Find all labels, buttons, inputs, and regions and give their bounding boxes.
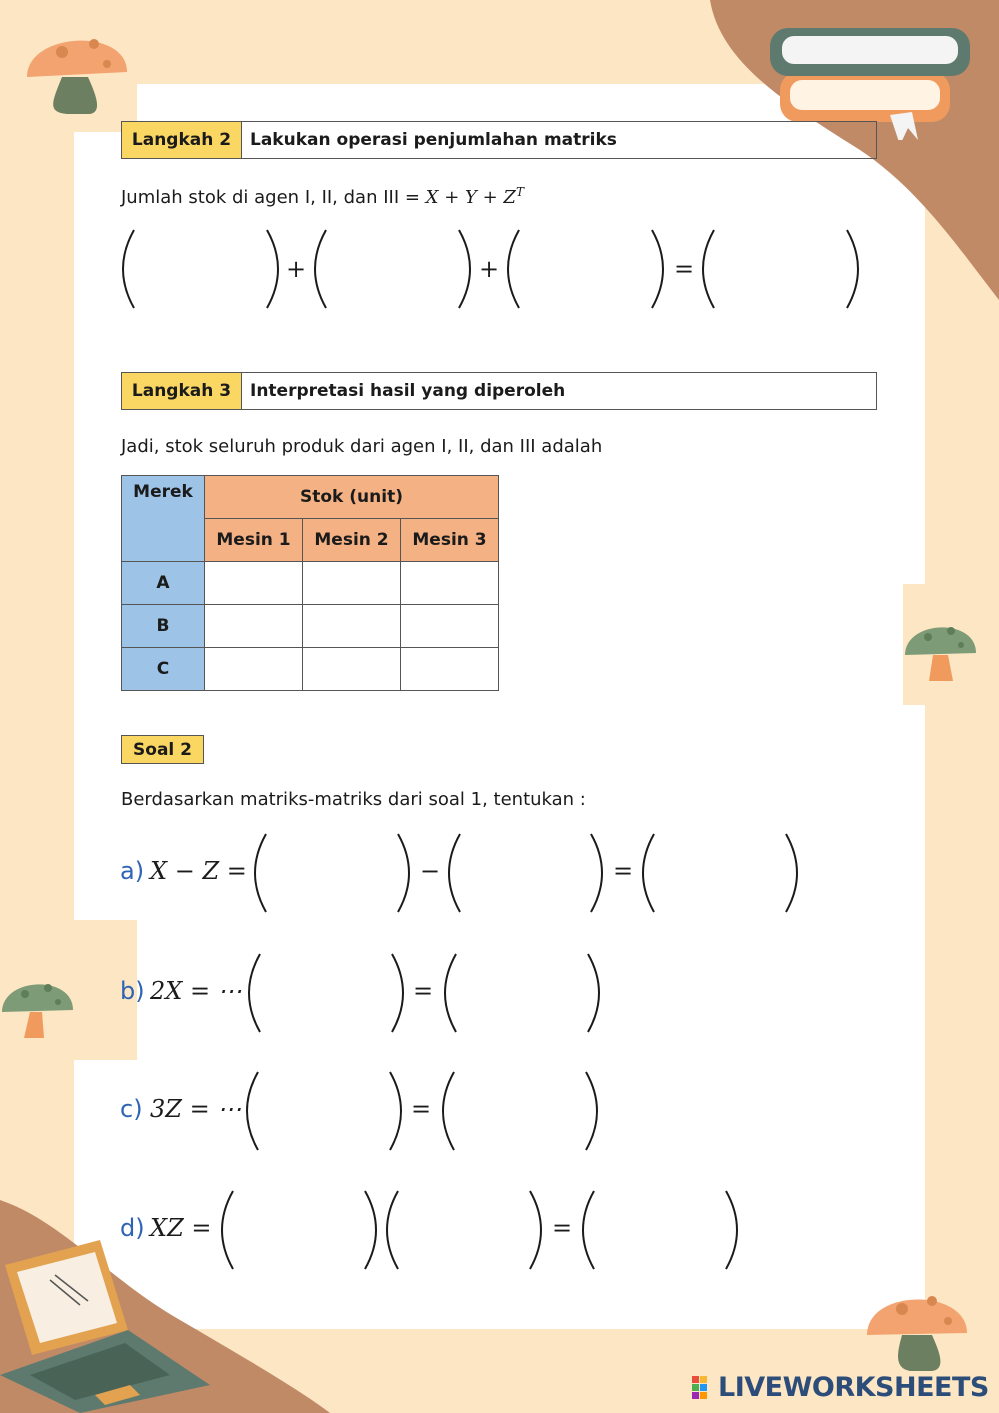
row-label: C [122,648,205,691]
matrix-answer-box[interactable] [272,840,392,908]
answer-cell[interactable] [205,605,303,648]
question-b-expr: 2X = ⋯ [150,977,242,1005]
question-d-expr: XZ = [150,1214,212,1242]
equals-operator: = [613,857,634,885]
question-b-label: b) [120,977,145,1005]
answer-cell[interactable] [303,562,401,605]
answer-cell[interactable] [205,562,303,605]
liveworksheets-brand [692,1372,989,1403]
step2-text-line [121,185,524,208]
mushroom-icon [0,972,75,1042]
matrix-answer-box[interactable] [266,960,386,1028]
equals-operator: = [413,977,434,1005]
step3-header [121,372,877,410]
answer-cell[interactable] [401,605,499,648]
liveworksheets-logo-icon [692,1376,716,1400]
question-d-label: d) [120,1214,145,1242]
step2-formula: X + Y + Z [425,187,516,208]
laptop-icon [0,1235,215,1413]
matrix-answer-box[interactable] [140,235,260,303]
matrix-answer-box[interactable] [525,235,645,303]
question-a-expr: X − Z = [150,857,247,885]
matrix-answer-box[interactable] [660,840,780,908]
matrix-answer-box[interactable] [460,1078,580,1146]
question-c-expr: 3Z = ⋯ [150,1095,242,1123]
answer-cell[interactable] [205,648,303,691]
matrix-answer-box[interactable] [600,1197,720,1265]
table-header-brand: Merek [122,476,205,562]
minus-operator: − [420,857,441,885]
step3-label: Langkah 3 [122,373,242,409]
matrix-answer-box[interactable] [404,1197,524,1265]
step3-text: Jadi, stok seluruh produk dari agen I, II, dan III adalah [121,436,603,457]
step2-title: Lakukan operasi penjumlahan matriks [250,130,617,150]
question-a-label: a) [120,857,145,885]
table-header-col: Mesin 2 [303,519,401,562]
brand-text: LIVEWORKSHEETS [718,1372,989,1403]
step2-header [121,121,877,159]
matrix-answer-box[interactable] [264,1078,384,1146]
table-row [122,648,499,691]
soal2-intro: Berdasarkan matriks-matriks dari soal 1, tentukan : [121,789,586,810]
plus-operator: + [479,255,500,283]
stock-table [121,475,499,691]
step2-formula-sup: T [515,185,524,199]
matrix-answer-box[interactable] [332,235,452,303]
mushroom-icon [862,1283,972,1378]
matrix-answer-box[interactable] [462,960,582,1028]
matrix-answer-box[interactable] [720,235,840,303]
row-label: A [122,562,205,605]
equals-operator: = [674,255,695,283]
table-header-col: Mesin 1 [205,519,303,562]
question-c-label: c) [120,1095,143,1123]
table-row [122,605,499,648]
table-header-stock: Stok (unit) [205,476,499,519]
answer-cell[interactable] [303,648,401,691]
answer-cell[interactable] [303,605,401,648]
plus-operator: + [286,255,307,283]
mushroom-icon [903,615,978,685]
worksheet-sheet-right-lower [860,705,925,1329]
equals-operator: = [552,1214,573,1242]
step2-label: Langkah 2 [122,122,242,158]
mushroom-icon [22,22,132,117]
table-header-col: Mesin 3 [401,519,499,562]
matrix-answer-box[interactable] [239,1197,359,1265]
matrix-answer-box[interactable] [466,840,586,908]
soal2-label: Soal 2 [121,735,204,764]
step3-title: Interpretasi hasil yang diperoleh [250,381,566,401]
row-label: B [122,605,205,648]
step2-text: Jumlah stok di agen I, II, dan III = [121,187,426,208]
equals-operator: = [411,1095,432,1123]
answer-cell[interactable] [401,562,499,605]
table-row [122,562,499,605]
answer-cell[interactable] [401,648,499,691]
